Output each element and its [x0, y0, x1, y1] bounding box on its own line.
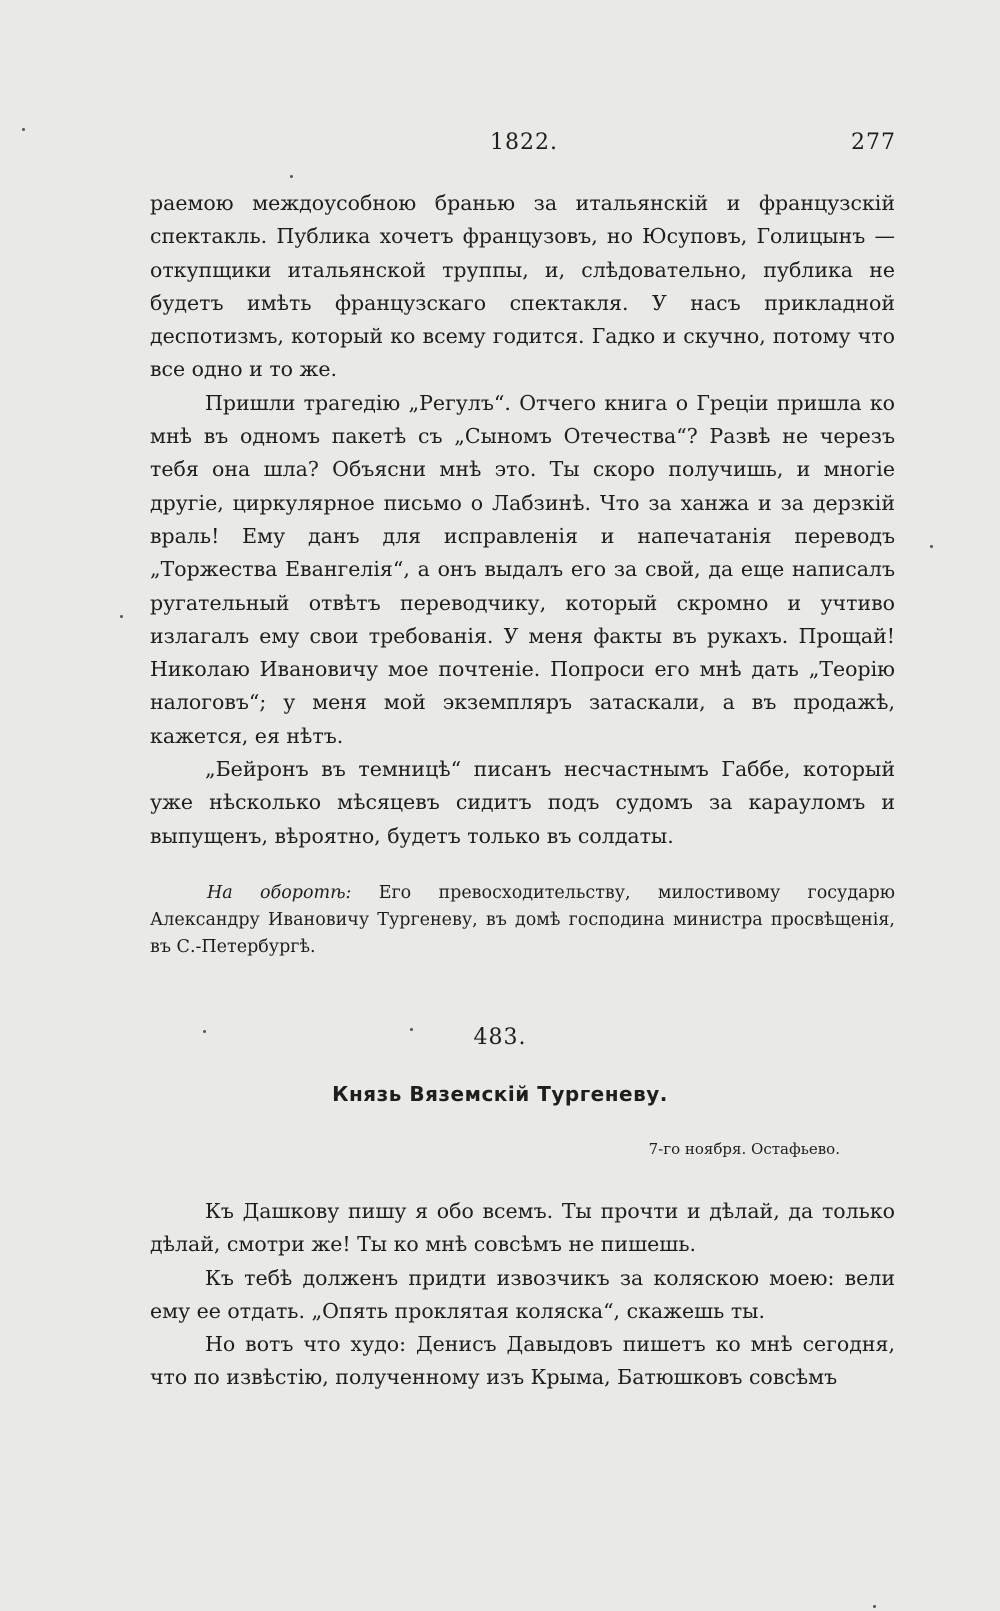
paragraph: Пришли трагедію „Регулъ“. Отчего книга о Греціи пришла ко мнѣ въ одномъ пакетѣ съ „Сыномъ Отечества“? Развѣ не черезъ тебя она шла? Объясни мнѣ это. Ты скоро получишь, и многіе другіе, циркулярное письмо о Лабзинѣ. Что за ханжа и за дерзкій враль! Ему данъ для исправленія и напечатанія переводъ „Торжества Евангелія“, а онъ выдалъ его за свой, да еще написалъ ругательный отвѣтъ переводчику, который скромно и учтиво излагалъ ему свои требованія. У меня факты въ рукахъ. Прощай! Николаю Ивановичу мое почтеніе. Попроси его мнѣ дать „Теорію налоговъ“; у меня мой экземпляръ затаскали, а въ продажѣ, кажется, ея нѣтъ.	[150, 390, 895, 748]
paper-speck	[120, 615, 123, 618]
paragraph: Къ тебѣ долженъ придти извозчикъ за коляскою моею: вели ему ее отдать. „Опять проклятая коляска“, скажешь ты.	[150, 1265, 895, 1323]
paper-speck	[203, 1030, 206, 1033]
letter-title: Князь Вяземскій Тургеневу.	[332, 1082, 668, 1106]
address-note-paragraph	[150, 880, 895, 961]
paper-speck	[873, 1605, 876, 1608]
paper-speck	[410, 1028, 413, 1031]
address-note-text: Его превосходительству, милостивому государю Александру Ивановичу Тургеневу, въ домѣ господина министра просвѣщенія, въ С.-Петербургѣ.	[150, 883, 895, 957]
paragraph: „Бейронъ въ темницѣ“ писанъ несчастнымъ Габбе, который уже нѣсколько мѣсяцевъ сидитъ подъ судомъ за карауломъ и выпущенъ, вѣроятно, будетъ только въ солдаты.	[150, 757, 895, 848]
letter-text	[150, 1195, 895, 1395]
letter-date-place: 7-го ноября. Остафьево.	[648, 1140, 840, 1158]
letter-number: 483.	[473, 1025, 527, 1050]
paragraph: Къ Дашкову пишу я обо всемъ. Ты прочти и дѣлай, да только дѣлай, смотри же! Ты ко мнѣ совсѣмъ не пишешь.	[150, 1199, 895, 1257]
paper-speck	[290, 175, 293, 178]
address-note-label: На оборотѣ:	[207, 883, 352, 903]
paper-speck	[930, 545, 933, 548]
paragraph: Но вотъ что худо: Денисъ Давыдовъ пишетъ ко мнѣ сегодня, что по извѣстію, полученному изъ Крыма, Батюшковъ совсѣмъ	[150, 1332, 895, 1390]
address-note	[150, 880, 895, 961]
page-number: 277	[851, 130, 896, 155]
running-header-year: 1822.	[490, 130, 558, 155]
paper-speck	[22, 128, 25, 131]
paragraph: раемою междоусобною бранью за итальянскій и французскій спектакль. Публика хочетъ французовъ, но Юсуповъ, Голицынъ — откупщики итальянской труппы, и, слѣдовательно, публика не будетъ имѣть французскаго спектакля. У насъ прикладной деспотизмъ, который ко всему годится. Гадко и скучно, потому что все одно и то же.	[150, 191, 895, 382]
continuation-text	[150, 187, 895, 853]
